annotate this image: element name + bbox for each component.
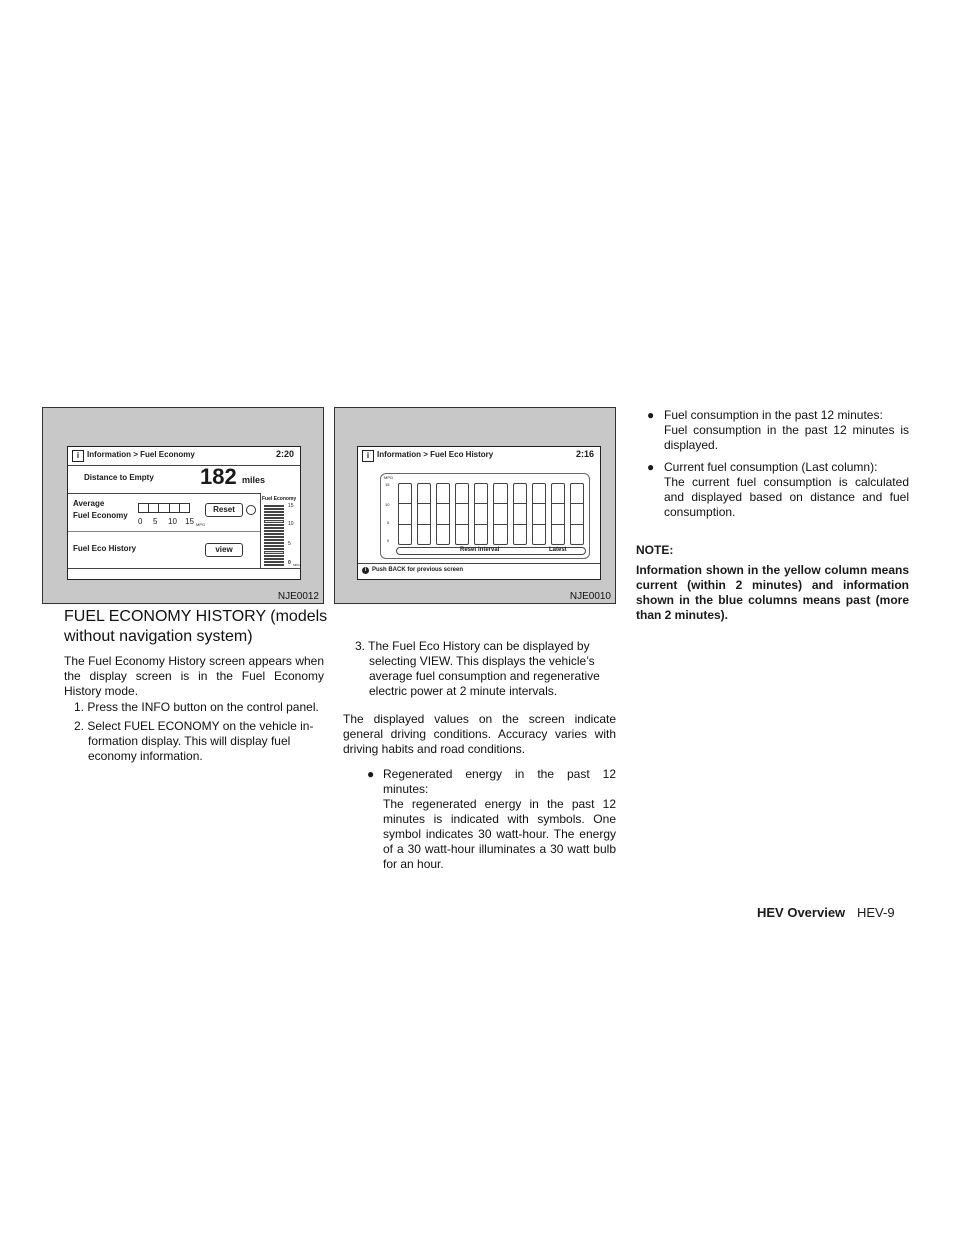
- header-title: Information > Fuel Economy: [87, 450, 195, 459]
- history-cell: [399, 484, 411, 504]
- bullet-title: Regenerated energy in the past 12 minutes:: [383, 767, 616, 796]
- gauge-tick: 10: [288, 521, 294, 527]
- history-cell: [533, 504, 545, 524]
- history-cell: [533, 525, 545, 544]
- step-text-line: Select FUEL ECONOMY on the vehicle in-: [87, 719, 314, 733]
- history-cell: [437, 484, 449, 504]
- fuel-economy-label: Fuel Economy: [73, 511, 128, 520]
- reset-interval-label: Reset Interval: [460, 547, 500, 553]
- scale-unit: MPG: [196, 522, 206, 527]
- reset-button[interactable]: Reset: [205, 503, 243, 517]
- figure-fuel-eco-history: [334, 407, 616, 604]
- fuel-eco-history-screen: [357, 446, 601, 580]
- gauge-segment: [264, 555, 284, 557]
- divider: [68, 493, 260, 494]
- bar-segment: [149, 504, 159, 512]
- bullet-icon: ●: [647, 460, 655, 474]
- gauge-segment: [264, 564, 284, 566]
- scale-tick: 15: [185, 517, 194, 526]
- history-cell: [514, 525, 526, 544]
- section-title-line: FUEL ECONOMY HISTORY (models: [64, 608, 328, 625]
- scale-tick: 5: [153, 517, 158, 526]
- bar-segment: [139, 504, 149, 512]
- clock-time: 2:20: [275, 449, 294, 459]
- history-cell: [514, 504, 526, 524]
- history-column: [436, 483, 450, 545]
- back-hint: Push BACK for previous screen: [372, 567, 464, 573]
- figure-label: NJE0010: [569, 591, 611, 602]
- bar-segment: [180, 504, 189, 512]
- gauge-segment: [264, 511, 284, 513]
- gauge-segment: [264, 558, 284, 560]
- history-cell: [514, 484, 526, 504]
- footer-page-number: HEV-9: [857, 905, 895, 920]
- figure-label: NJE0012: [277, 591, 319, 602]
- bullet-icon: ●: [647, 408, 655, 422]
- scale-tick: 10: [168, 517, 177, 526]
- history-column: [570, 483, 584, 545]
- bullet-title: Fuel consumption in the past 12 minutes:: [664, 408, 883, 422]
- history-cell: [571, 525, 583, 544]
- average-bar: [138, 503, 190, 513]
- y-tick: 15: [385, 482, 390, 487]
- clock-time: 2:16: [575, 449, 594, 459]
- footer-divider: [358, 563, 600, 564]
- step-number: 2.: [74, 719, 85, 733]
- gauge-segment: [264, 514, 284, 516]
- history-cell: [552, 504, 564, 524]
- view-button[interactable]: view: [205, 543, 243, 557]
- gauge-segment: [264, 530, 284, 532]
- bullet-body: The current fuel consumption is calculated and displayed based on distance and fuel consumption.: [664, 475, 909, 519]
- gauge-tick: 5: [288, 541, 291, 547]
- history-cell: [399, 504, 411, 524]
- gauge-segment: [264, 548, 284, 550]
- status-circle-icon: [246, 505, 256, 515]
- fuel-eco-history-label: Fuel Eco History: [73, 544, 137, 553]
- history-cell: [456, 484, 468, 504]
- step-text-line: electric power at 2 minute intervals.: [369, 684, 558, 698]
- gauge-unit: MPG: [293, 563, 300, 567]
- gauge-segment: [264, 524, 284, 526]
- footer-section-name: HEV Overview: [757, 905, 846, 920]
- history-cell: [437, 525, 449, 544]
- history-cell: [475, 525, 487, 544]
- header-title: Information > Fuel Eco History: [377, 450, 494, 459]
- note-title: NOTE:: [636, 543, 674, 557]
- history-cell: [552, 484, 564, 504]
- history-cell: [552, 525, 564, 544]
- y-tick: 0: [387, 538, 390, 543]
- history-column: [551, 483, 565, 545]
- history-columns: [398, 483, 584, 545]
- history-column: [455, 483, 469, 545]
- history-cell: [456, 504, 468, 524]
- gauge-segment: [264, 542, 284, 544]
- bar-segment: [159, 504, 169, 512]
- gauge-tick: 15: [288, 503, 294, 509]
- gauge-segment: [264, 561, 284, 563]
- step-text-line: formation display. This will display fuel: [88, 734, 291, 748]
- gauge-segment: [264, 520, 284, 522]
- gauge-segment: [264, 527, 284, 529]
- gauge-segment: [264, 533, 284, 535]
- scale-tick: 0: [138, 517, 143, 526]
- fuel-economy-gauge: [264, 505, 284, 566]
- fuel-economy-screen: [67, 446, 301, 580]
- gauge-segment: [264, 517, 284, 519]
- step-text: Press the INFO button on the control panel.: [87, 700, 319, 714]
- gauge-segment: [264, 551, 284, 553]
- bottom-divider: [68, 568, 300, 569]
- info-circle-icon: i: [362, 567, 369, 574]
- intro-paragraph: The Fuel Economy History screen appears when the display screen is in the Fuel Economy History mode.: [64, 654, 324, 698]
- distance-unit: miles: [242, 475, 266, 485]
- section-title: [64, 607, 334, 647]
- gauge-tick: 0: [288, 560, 291, 566]
- step-text-line: The Fuel Eco History can be displayed by: [368, 639, 590, 653]
- bullet-icon: ●: [367, 767, 375, 781]
- bullet-body: Fuel consumption in the past 12 minutes is displayed.: [664, 423, 909, 452]
- history-cell: [399, 525, 411, 544]
- y-tick: 5: [387, 520, 390, 525]
- history-cell: [418, 504, 430, 524]
- figure-fuel-economy: [42, 407, 324, 604]
- step-2: [74, 719, 326, 764]
- values-paragraph: The displayed values on the screen indicate general driving conditions. Accuracy varies with driving habits and road conditions.: [343, 712, 616, 756]
- bullet-fuel-consumption: [664, 408, 909, 453]
- note-body: Information shown in the yellow column means current (within 2 minutes) and information shown in the blue columns means past (more than 2 minutes).: [636, 563, 909, 622]
- bullet-regenerated-energy: [383, 767, 616, 872]
- average-label: Average: [73, 499, 105, 508]
- history-cell: [437, 504, 449, 524]
- step-1: [74, 700, 326, 715]
- step-number: 1.: [74, 700, 85, 714]
- history-column: [398, 483, 412, 545]
- gauge-title: Fuel Economy: [262, 496, 297, 502]
- bullet-body: The regenerated energy in the past 12 minutes is indicated with symbols. One symbol indicates 30 watt-hour. The energy of a 30 watt-hour illuminates a 30 watt bulb for an hour.: [383, 797, 616, 871]
- history-column: [493, 483, 507, 545]
- bar-segment: [170, 504, 180, 512]
- history-cell: [475, 504, 487, 524]
- y-tick: 10: [385, 502, 390, 507]
- step-3: [355, 639, 617, 699]
- history-cell: [418, 525, 430, 544]
- info-icon: i: [72, 450, 84, 462]
- step-text-line: average fuel consumption and regenerative: [369, 669, 600, 683]
- history-cell: [475, 484, 487, 504]
- history-column: [474, 483, 488, 545]
- history-cell: [456, 525, 468, 544]
- gauge-segment: [264, 539, 284, 541]
- history-column: [513, 483, 527, 545]
- screen-header: [68, 447, 300, 466]
- screen-header: [358, 447, 600, 465]
- gauge-segment: [264, 536, 284, 538]
- history-cell: [494, 525, 506, 544]
- bullet-current-fuel-consumption: [664, 460, 909, 520]
- gauge-divider: [260, 493, 261, 569]
- step-text-line: economy information.: [88, 749, 203, 763]
- history-cell: [571, 504, 583, 524]
- axis-unit: MPG: [384, 475, 394, 480]
- step-number: 3.: [355, 639, 366, 653]
- history-cell: [418, 484, 430, 504]
- gauge-segment: [264, 505, 284, 507]
- divider: [68, 531, 260, 532]
- history-column: [532, 483, 546, 545]
- distance-label: Distance to Empty: [84, 473, 154, 482]
- gauge-segment: [264, 545, 284, 547]
- history-cell: [533, 484, 545, 504]
- bullet-title: Current fuel consumption (Last column):: [664, 460, 878, 474]
- info-icon: i: [362, 450, 374, 462]
- history-cell: [571, 484, 583, 504]
- history-column: [417, 483, 431, 545]
- step-text-line: selecting VIEW. This displays the vehicle’s: [369, 654, 595, 668]
- history-cell: [494, 504, 506, 524]
- history-cell: [494, 484, 506, 504]
- gauge-segment: [264, 508, 284, 510]
- distance-value: 182: [200, 464, 237, 489]
- latest-label: Latest: [549, 547, 567, 553]
- section-title-line: without navigation system): [64, 628, 253, 645]
